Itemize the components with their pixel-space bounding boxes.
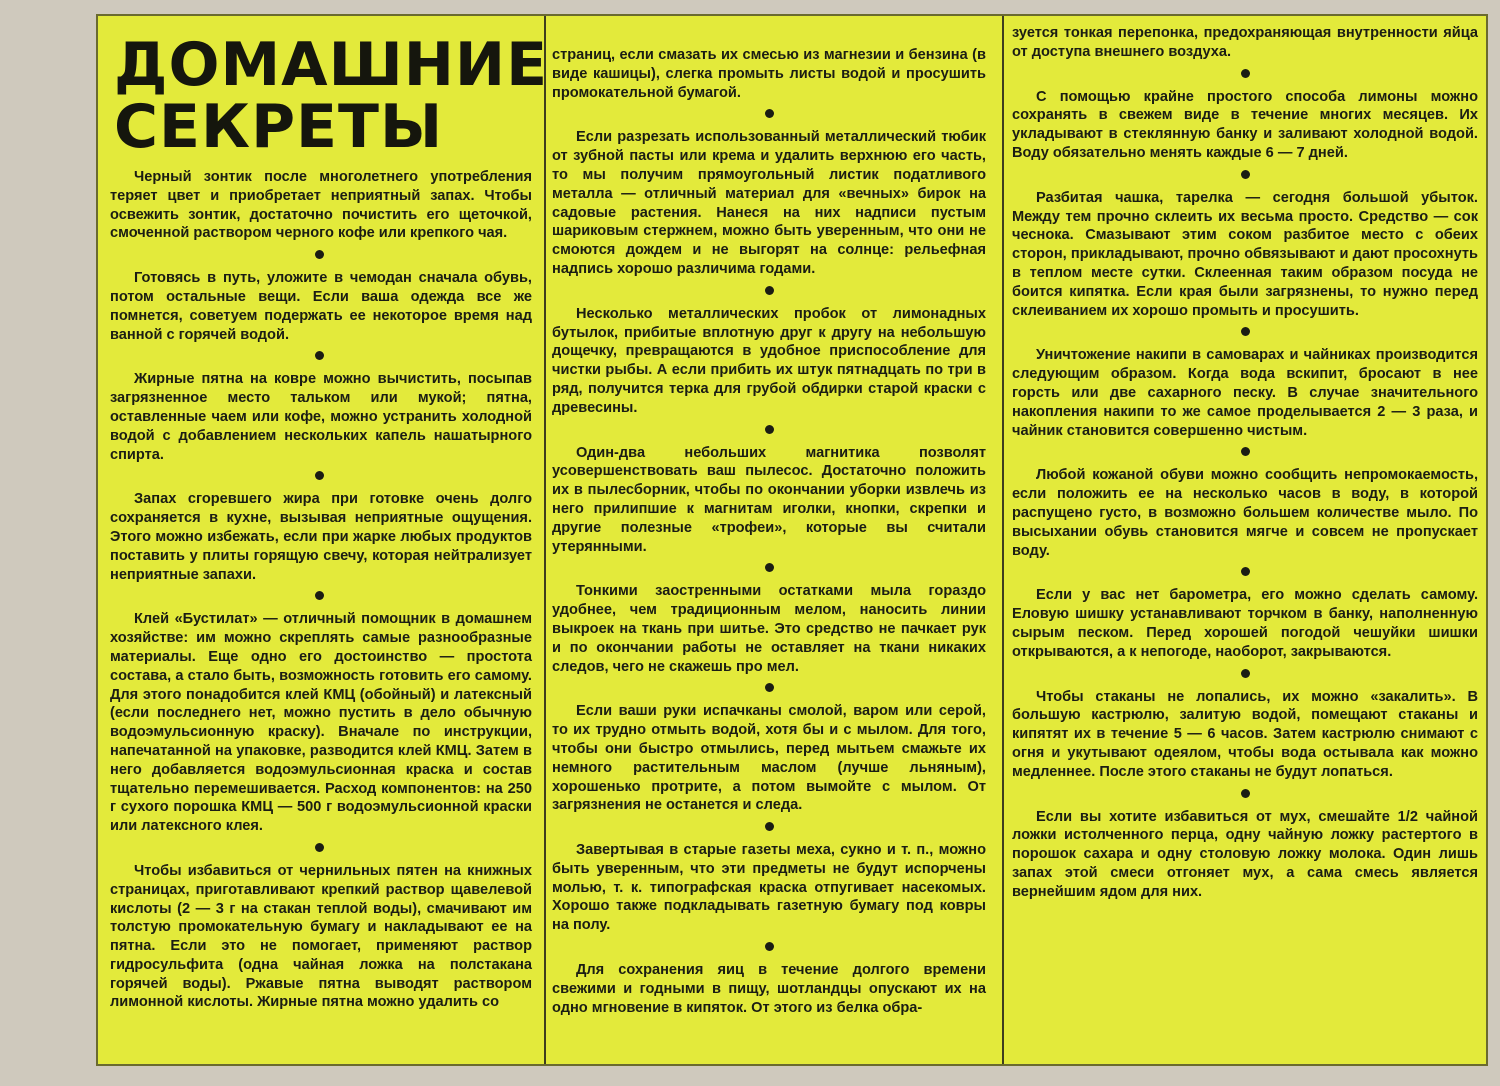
tip-paragraph: Черный зонтик после многолетнего употребления теряет цвет и приобретает неприятный запах. Чтобы освежить зонтик, достаточно почистить его щеточкой, смоченной раствором черного кофе или крепкого чая. <box>110 169 532 242</box>
tip-paragraph: Тонкими заостренными остатками мыла гораздо удобнее, чем традиционным мелом, наносить линии выкроек на ткань при шитье. Это средство не пачкает рук и по окончании работы не оставляет на ткани никаких следов, чего не скажешь про мел. <box>552 583 986 675</box>
newspaper-clipping <box>96 14 1488 1066</box>
bullet-separator <box>765 109 774 118</box>
tip-paragraph: Разбитая чашка, тарелка — сегодня большой убыток. Между тем прочно склеить их весьма просто. Средство — сок чеснока. Смазывают этим соком разбитое место с обеих сторон, прикладывают, прочно обвязывают и дают просохнуть в теплом месте сутки. Склеенная таким образом посуда не боится кипятка. Если края были загрязнены, то нужно перед склеиванием их хорошо промыть и просушить. <box>1012 189 1478 319</box>
bullet-separator <box>765 683 774 692</box>
tip-paragraph: Чтобы стаканы не лопались, их можно «закалить». В большую кастрюлю, залитую водой, помещают стаканы и кипятят их в течение 5 — 6 часов. Затем кастрюлю снимают с огня и укутывают одеялом, чтобы вода остывала как можно медленнее. После этого стаканы не будут лопаться. <box>1012 688 1478 780</box>
tip-paragraph: страниц, если смазать их смесью из магнезии и бензина (в виде кашицы), слегка промыть листы водой и просушить промокательной бумагой. <box>552 47 986 101</box>
tip-paragraph: Уничтожение накипи в самоварах и чайниках производится следующим образом. Когда вода вскипит, бросают в нее горсть или две сахарного песку. В случае значительного накопления накипи то же самое проделывается 2 — 3 раза, и чайник становится совершенно чистым. <box>1012 347 1478 439</box>
tip-paragraph: Жирные пятна на ковре можно вычистить, посыпав загрязненное место тальком или мукой; пятна, оставленные чаем или кофе, можно устранить холодной водой с добавлением нескольких капель нашатырного спирта. <box>110 371 532 463</box>
tip-paragraph: Если у вас нет барометра, его можно сделать самому. Еловую шишку устанавливают торчком в банку, наполненную сырым песком. Перед хорошей погодой чешуйки шишки открываются, а к непогоде, наоборот, закрываются. <box>1012 587 1478 660</box>
tip-paragraph: Несколько металлических пробок от лимонадных бутылок, прибитые вплотную друг к другу на небольшую дощечку, превращаются в удобное приспособление для чистки рыбы. А если прибить их штук пятнадцать по три в ряд, получится терка для грубой обдирки старой краски с древесины. <box>552 305 986 416</box>
column-2 <box>544 16 992 1064</box>
headline-line-1: ДОМАШНИЕ <box>114 30 549 100</box>
bullet-separator <box>1241 447 1250 456</box>
bullet-separator <box>1241 567 1250 576</box>
tip-paragraph: Чтобы избавиться от чернильных пятен на книжных страницах, приготавливают крепкий раствор щавелевой кислоты (2 — 3 г на стакан теплой воды), смачивают им толстую промокательную бумагу и накладывают ее на пятна. Если это не помогает, применяют раствор гидросульфита (одна чайная ложка на полстакана горячей воды). Ржавые пятна выводят раствором лимонной кислоты. Жирные пятна можно удалить со <box>110 862 532 1011</box>
tip-paragraph: Если ваши руки испачканы смолой, варом или серой, то их трудно отмыть водой, хотя бы и с мылом. Для того, чтобы они быстро отмылись, перед мытьем смажьте их немного растительным маслом (лучше льняным), хорошенько протрите, а потом вымойте с мылом. От загрязнения не останется и следа. <box>552 703 986 814</box>
bullet-separator <box>315 843 324 852</box>
bullet-separator <box>315 250 324 259</box>
tip-paragraph: С помощью крайне простого способа лимоны можно сохранять в свежем виде в течение многих месяцев. Их укладывают в стеклянную банку и заливают холодной водой. Воду обязательно менять каждые 6 — 7 дней. <box>1012 88 1478 161</box>
column-1 <box>104 16 549 1064</box>
bullet-separator <box>765 286 774 295</box>
tip-paragraph: Если разрезать использованный металлический тюбик от зубной пасты или крема и удалить верхнюю его часть, то мы получим прямоугольный листик податливого металла — отличный материал для «вечных» бирок на садовые растения. Нанеся на них надписи пустым шариковым стержнем, можно быть уверенным, что они не смоются дождем и не выгорят на солнце: рельефная надпись хорошо различима годами. <box>552 129 986 277</box>
bullet-separator <box>1241 69 1250 78</box>
bullet-separator <box>1241 789 1250 798</box>
bullet-separator <box>765 563 774 572</box>
bullet-separator <box>1241 327 1250 336</box>
tip-paragraph: зуется тонкая перепонка, предохраняющая внутренности яйца от доступа внешнего воздуха. <box>1012 25 1478 60</box>
tip-paragraph: Завертывая в старые газеты меха, сукно и т. п., можно быть уверенным, что эти предметы не будут испорчены молью, т. к. типографская краска отпугивает насекомых. Хорошо также подкладывать газетную бумагу под ковры на полу. <box>552 842 986 934</box>
tip-paragraph: Любой кожаной обуви можно сообщить непромокаемость, если положить ее на несколько часов в воду, в которой распущено густо, в возможно большем количестве мыло. По высыхании обувь становится мягче и совсем не пропускает воду. <box>1012 467 1478 559</box>
tip-paragraph: Запах сгоревшего жира при готовке очень долго сохраняется в кухне, вызывая неприятные ощущения. Этого можно избежать, если при жарке любых продуктов поставить у плиты горящую свечу, которая нейтрализует неприятные запахи. <box>110 491 532 583</box>
tip-paragraph: Клей «Бустилат» — отличный помощник в домашнем хозяйстве: им можно скреплять самые разнообразные материалы. Еще одно его достоинство — простота состава, а стало быть, возможность готовить его самому. Для этого понадобится клей КМЦ (обойный) и латексный (если последнего нет, можно пустить в дело обычную водоэмульсионную краску). Вначале по инструкции, напечатанной на упаковке, разводится клей КМЦ. Затем в него добавляется водоэмульсионная краска и состав тщательно перемешивается. Расход компонентов: на 250 г сухого порошка КМЦ — 500 г водоэмульсионной краски или латексного клея. <box>110 611 532 835</box>
bullet-separator <box>1241 170 1250 179</box>
bullet-separator <box>765 942 774 951</box>
headline <box>114 30 549 162</box>
tip-paragraph: Для сохранения яиц в течение долгого времени свежими и годными в пищу, шотландцы опускают их на одно мгновение в кипяток. От этого из белка обра- <box>552 962 986 1016</box>
column-3 <box>1002 16 1486 1064</box>
bullet-separator <box>315 471 324 480</box>
bullet-separator <box>315 351 324 360</box>
headline-line-2: СЕКРЕТЫ <box>114 92 444 162</box>
bullet-separator <box>315 591 324 600</box>
tip-paragraph: Готовясь в путь, уложите в чемодан сначала обувь, потом остальные вещи. Если ваша одежда все же помнется, советуем подержать ее некоторое время над ванной с горячей водой. <box>110 270 532 343</box>
tip-paragraph: Один-два небольших магнитика позволят усовершенствовать ваш пылесос. Достаточно положить их в пылесборник, чтобы по окончании уборки извлечь из него прилипшие к магнитам иголки, кнопки, скрепки и другие полезные «трофеи», которые вы считали утерянными. <box>552 444 986 555</box>
tip-paragraph: Если вы хотите избавиться от мух, смешайте 1/2 чайной ложки истолченного перца, одну чайную ложку растертого в порошок сахара и одну столовую ложку молока. Один лишь запах этой смеси отгоняет мух, а сама смесь является вернейшим ядом для них. <box>1012 808 1478 900</box>
bullet-separator <box>765 822 774 831</box>
bullet-separator <box>1241 669 1250 678</box>
bullet-separator <box>765 425 774 434</box>
